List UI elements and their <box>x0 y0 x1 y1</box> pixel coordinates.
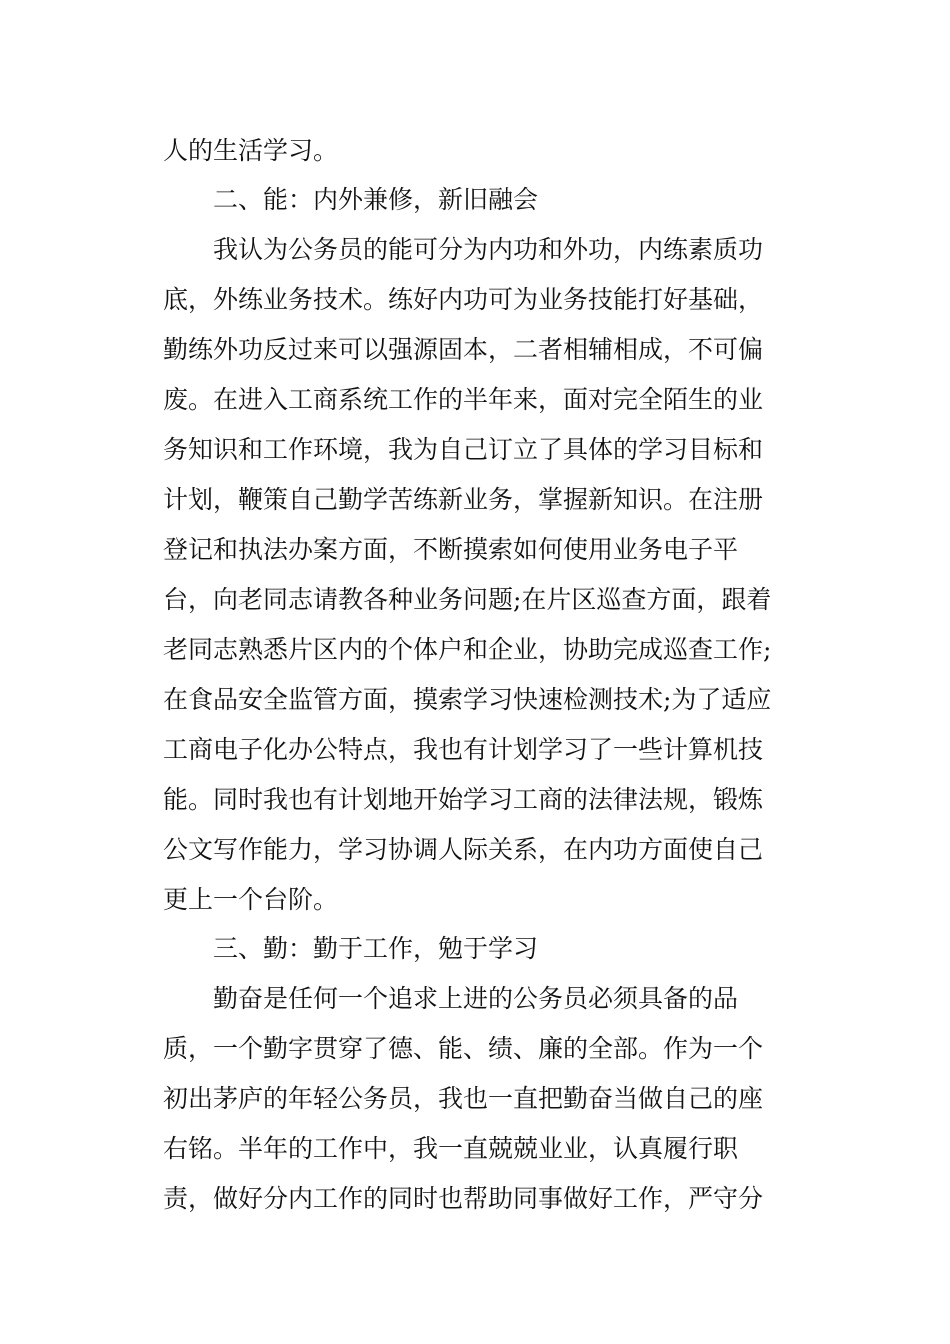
text-line: 公文写作能力，学习协调人际关系，在内功方面使自己 <box>163 835 764 864</box>
text-line: 台，向老同志请教各种业务问题;在片区巡查方面，跟着 <box>163 585 772 614</box>
paragraph-first-line: 我认为公务员的能可分为内功和外功，内练素质功 <box>213 235 764 264</box>
text-line: 老同志熟悉片区内的个体户和企业，协助完成巡查工作; <box>163 635 772 664</box>
paragraph-first-line: 勤奋是任何一个追求上进的公务员必须具备的品 <box>213 984 739 1013</box>
section-heading-qin: 三、勤：勤于工作，勉于学习 <box>213 934 539 963</box>
text-line: 能。同时我也有计划地开始学习工商的法律法规，锻炼 <box>163 785 764 814</box>
text-line: 务知识和工作环境，我为自己订立了具体的学习目标和 <box>163 435 764 464</box>
section-heading-neng: 二、能：内外兼修，新旧融会 <box>213 185 539 214</box>
text-line: 废。在进入工商系统工作的半年来，面对完全陌生的业 <box>163 385 764 414</box>
text-line: 在食品安全监管方面，摸索学习快速检测技术;为了适应 <box>163 685 772 714</box>
text-line: 更上一个台阶。 <box>163 885 339 914</box>
text-line: 初出茅庐的年轻公务员，我也一直把勤奋当做自己的座 <box>163 1084 764 1113</box>
text-line: 登记和执法办案方面，不断摸索如何使用业务电子平 <box>163 535 739 564</box>
text-line: 责，做好分内工作的同时也帮助同事做好工作，严守分 <box>163 1184 764 1213</box>
text-line: 人的生活学习。 <box>163 136 339 165</box>
text-line: 底，外练业务技术。练好内功可为业务技能打好基础， <box>163 285 764 314</box>
text-line: 工商电子化办公特点，我也有计划学习了一些计算机技 <box>163 735 764 764</box>
text-line: 勤练外功反过来可以强源固本，二者相辅相成，不可偏 <box>163 335 764 364</box>
text-line: 计划，鞭策自己勤学苦练新业务，掌握新知识。在注册 <box>163 485 764 514</box>
text-line: 右铭。半年的工作中，我一直兢兢业业，认真履行职 <box>163 1134 739 1163</box>
text-line: 质，一个勤字贯穿了德、能、绩、廉的全部。作为一个 <box>163 1034 764 1063</box>
